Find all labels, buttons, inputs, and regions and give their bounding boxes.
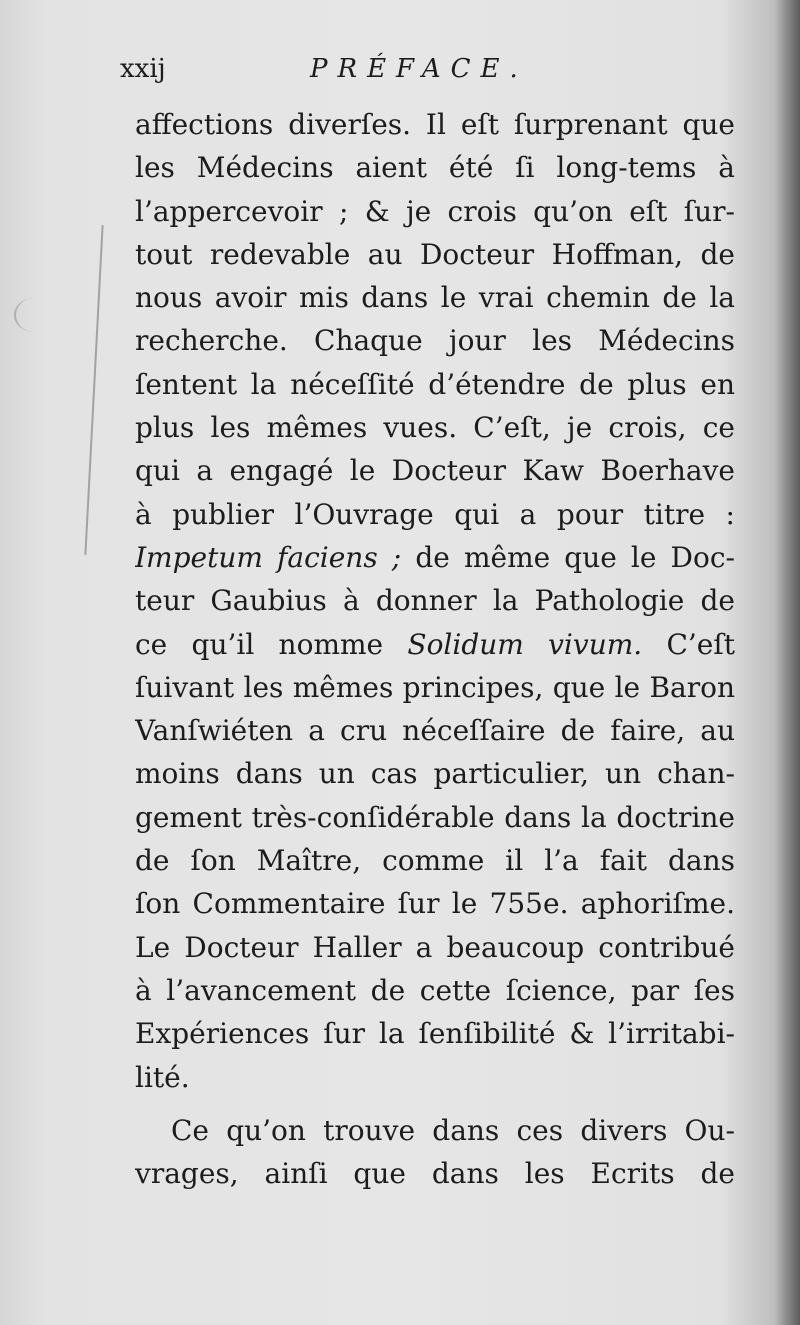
text-line: Vanſwiéten a cru néceſſaire de faire, au xyxy=(135,714,735,748)
text-line: l’appercevoir ; & je crois qu’on eſt ſur- xyxy=(135,194,735,228)
text-line: recherche. Chaque jour les Médecins xyxy=(135,324,735,358)
text-line: vrages, ainſi que dans les Ecrits de xyxy=(135,1157,735,1191)
text-line: Expériences ſur la ſenſibilité & l’irritabi- xyxy=(135,1017,735,1051)
text-line: tout redevable au Docteur Hoffman, de xyxy=(135,237,735,271)
margin-pencil-mark xyxy=(14,298,54,332)
text-line: de ſon Maître, comme il l’a fait dans xyxy=(135,844,735,878)
text-line: nous avoir mis dans le vrai chemin de la xyxy=(135,281,735,315)
page-number: xxij xyxy=(120,54,166,84)
text-line: ſon Commentaire ſur le 755e. aphoriſme. xyxy=(135,887,735,921)
text-line: teur Gaubius à donner la Pathologie de xyxy=(135,584,735,618)
text-line: Ce qu’on trouve dans ces divers Ou- xyxy=(171,1113,735,1147)
text-line: Le Docteur Haller a beaucoup contribué xyxy=(135,930,735,964)
running-title: PRÉFACE. xyxy=(310,54,528,84)
text-line: moins dans un cas particulier, un chan- xyxy=(135,757,735,791)
text-line: affections diverſes. Il eſt ſurprenant que xyxy=(135,108,735,141)
text-line: à l’avancement de cette ſcience, par ſes xyxy=(135,973,735,1007)
text-line: ce qu’il nomme Solidum vivum. C’eſt xyxy=(135,627,735,661)
text-line: qui a engagé le Docteur Kaw Boerhave xyxy=(135,454,735,488)
latin-title: Impetum faciens ; xyxy=(135,540,402,574)
text-body xyxy=(135,103,735,1195)
page-header xyxy=(120,50,590,90)
text-line: ſentent la néceſſité d’étendre de plus en xyxy=(135,367,735,401)
text-line: les Médecins aient été ſi long-tems à xyxy=(135,151,735,185)
text-line: Impetum faciens ; de même que le Doc- xyxy=(135,540,735,574)
text-line: ſuivant les mêmes principes, que le Baron xyxy=(135,670,735,704)
text-line: lité. xyxy=(135,1060,190,1094)
text-line: plus les mêmes vues. C’eſt, je crois, ce xyxy=(135,411,735,445)
text-line: gement très-conſidérable dans la doctrine xyxy=(135,800,735,834)
text-line: à publier l’Ouvrage qui a pour titre : xyxy=(135,497,735,531)
latin-term: Solidum vivum. xyxy=(407,627,643,661)
margin-pencil-line xyxy=(84,225,103,555)
page-edge-shadow xyxy=(774,0,800,1325)
